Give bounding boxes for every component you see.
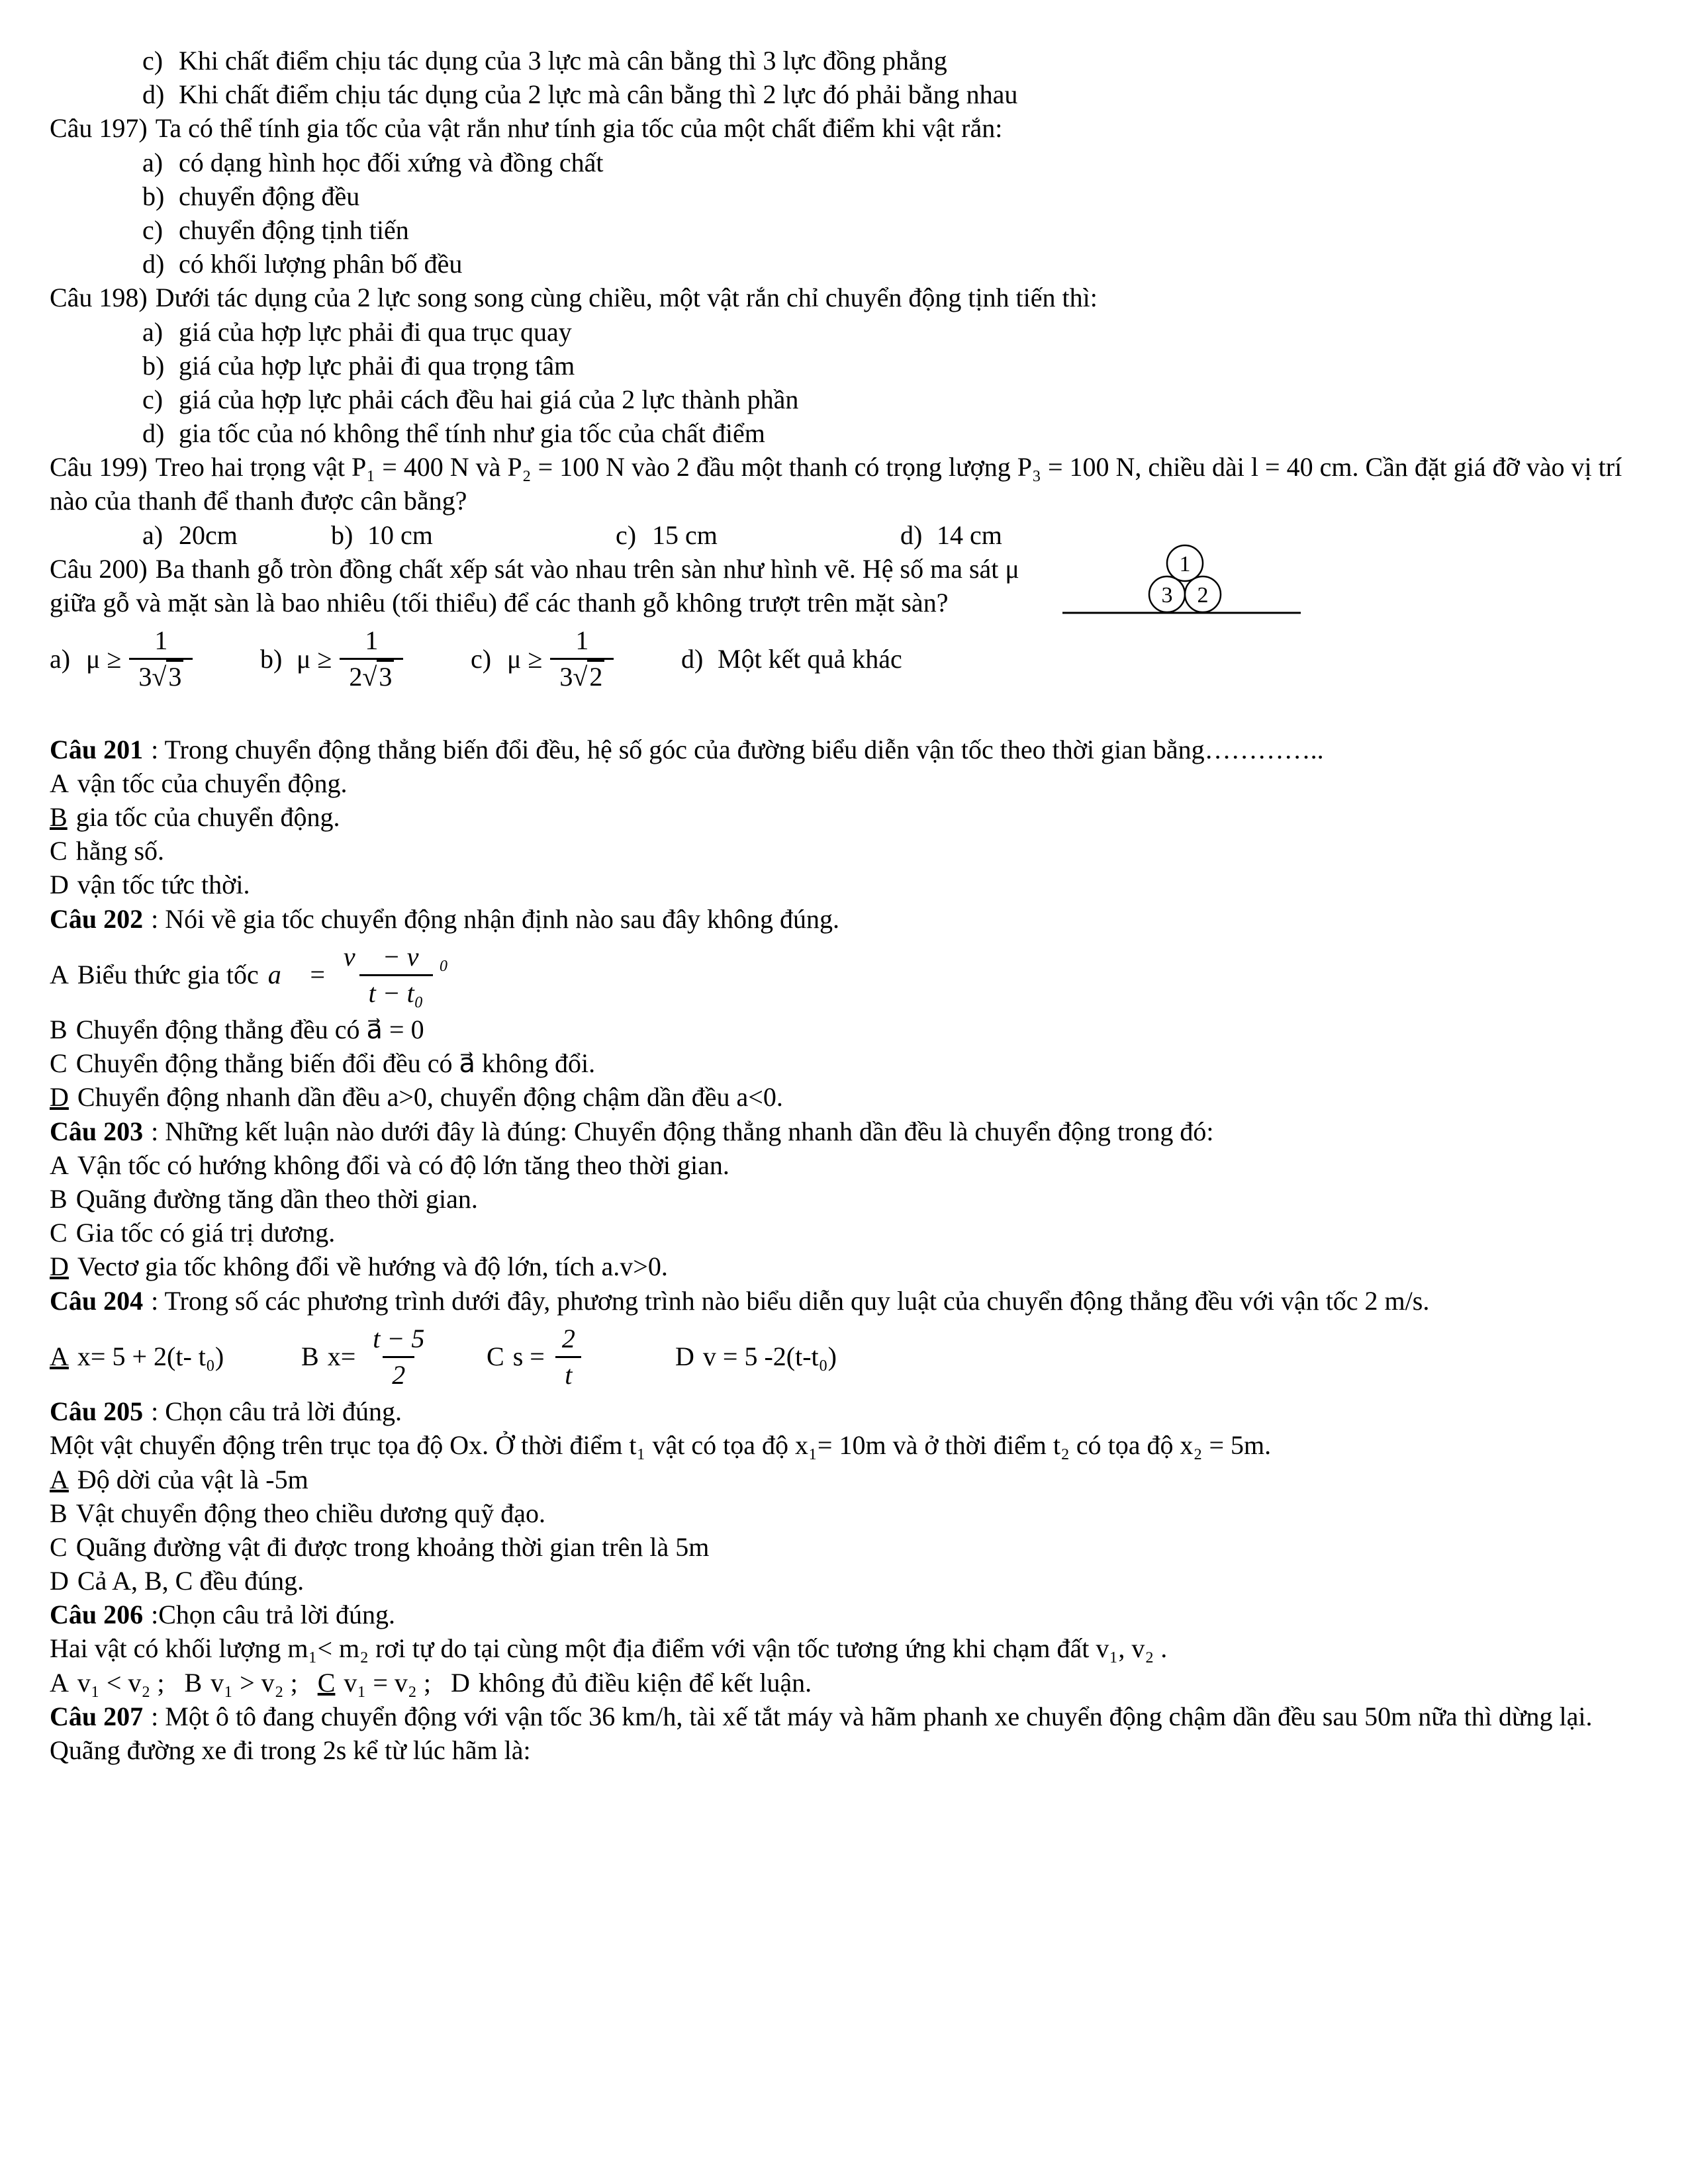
option-text: giá của hợp lực phải đi qua trục quay: [179, 316, 572, 347]
question-204: [50, 1284, 1642, 1318]
option-marker: d): [142, 418, 165, 449]
fraction: [553, 1324, 585, 1389]
option-d: [900, 518, 1002, 552]
fraction: [129, 626, 193, 691]
question-stem: : Trong số các phương trình dưới đây, phương trình nào biểu diễn quy luật của chuyển động thẳng đều với vận tốc 2 m/s.: [151, 1285, 1430, 1316]
option-line: [50, 247, 1642, 281]
option-line: [50, 315, 1642, 349]
question-stem: Ba thanh gỗ tròn đồng chất xếp sát vào nhau trên sàn như hình vẽ. Hệ số ma sát μ giữa gỗ và mặt sàn là bao nhiêu (tối thiểu) để các thanh gỗ không trượt trên mặt sàn?: [50, 553, 1019, 617]
option-marker-answer: B: [50, 801, 68, 832]
option-marker: b): [331, 520, 353, 550]
question-201: [50, 733, 1642, 766]
fraction: [363, 1324, 434, 1389]
sqrt-symbol: √: [573, 662, 588, 692]
question-stem: Treo hai trọng vật P₁ = 400 N và P₂ = 100 N vào 2 đầu một thanh có trọng lượng P₃ = 100 N, chiều dài l = 40 cm. Cần đặt giá đỡ vào vị trí nào của thanh để thanh được cân bằng?: [50, 452, 1622, 516]
option-marker-answer: C: [317, 1667, 336, 1698]
option-text: Vật chuyển động theo chiều dương quỹ đạo.: [75, 1498, 546, 1528]
option-text: không đủ điều kiện để kết luận.: [478, 1667, 812, 1698]
option-marker: a): [142, 520, 164, 550]
option-c: [487, 1324, 675, 1389]
option-d: [675, 1340, 837, 1373]
option-line: [50, 834, 1642, 868]
option-text: v₁ = v₂ ;: [344, 1667, 431, 1698]
option-marker: b): [142, 350, 165, 381]
option-text: 14 cm: [937, 520, 1002, 550]
fraction-numerator: 2: [561, 1323, 575, 1353]
option-line: [50, 383, 1642, 416]
option-d: [681, 642, 902, 676]
option-line: [50, 179, 1642, 213]
option-line: [50, 1013, 1642, 1046]
option-text: chuyển động đều: [179, 181, 360, 211]
sqrt-symbol: √: [362, 662, 377, 692]
question-stem: Dưới tác dụng của 2 lực song song cùng chiều, một vật rắn chỉ chuyển động tịnh tiến thì:: [155, 283, 1098, 313]
option-marker: C: [487, 1342, 504, 1372]
question-stem: : Một ô tô đang chuyển động với vận tốc 36 km/h, tài xế tắt máy và hãm phanh xe chuyển động chậm dần đều sau 50m nữa thì dừng lại. Quãng đường xe đi trong 2s kể từ lúc hãm là:: [50, 1701, 1593, 1765]
option-text: gia tốc của nó không thể tính như gia tốc của chất điểm: [179, 418, 765, 449]
option-marker: B: [184, 1667, 203, 1698]
option-a: [142, 518, 331, 552]
option-text: Cả A, B, C đều đúng.: [77, 1566, 305, 1596]
option-line-formula: [50, 942, 1642, 1007]
option-marker: d): [900, 520, 923, 550]
options-row: [50, 518, 1642, 552]
option-marker: a): [142, 316, 164, 347]
answers-inline-row: [50, 1666, 1642, 1700]
equation-lhs: s =: [512, 1342, 545, 1372]
option-line: [50, 1182, 1642, 1216]
fraction: [550, 626, 614, 691]
option-text: vận tốc tức thời.: [77, 870, 250, 900]
question-stem: Ta có thể tính gia tốc của vật rắn như tính gia tốc của một chất điểm khi vật rắn:: [155, 113, 1003, 144]
option-text: hằng số.: [75, 836, 165, 866]
option-marker: b): [260, 643, 283, 674]
option-line: [50, 44, 1642, 77]
q200-options-row: [50, 626, 1642, 691]
option-line: [50, 1250, 1642, 1283]
log-label-top: 1: [1179, 551, 1191, 576]
option-text: giá của hợp lực phải cách đều hai giá của 2 lực thành phần: [179, 384, 799, 414]
question-label: Câu 205: [50, 1396, 144, 1427]
fraction-denominator: [340, 658, 403, 691]
option-marker: c): [142, 384, 164, 414]
option-line: [50, 146, 1642, 179]
question-199: [50, 450, 1642, 518]
option-line: [50, 1564, 1642, 1598]
fraction-denominator: [550, 658, 614, 691]
log-label-right: 2: [1197, 582, 1209, 608]
option-marker: B: [50, 1498, 68, 1528]
option-line: [50, 1080, 1642, 1114]
option-marker: C: [50, 1218, 68, 1248]
question-label: Câu 197): [50, 113, 148, 144]
option-line: [50, 1530, 1642, 1564]
option-text: Khi chất điểm chịu tác dụng của 3 lực mà cân bằng thì 3 lực đồng phẳng: [179, 46, 947, 75]
question-198: [50, 281, 1642, 314]
option-text: Quãng đường vật đi được trong khoảng thời gian trên là 5m: [75, 1531, 710, 1562]
option-text: có khối lượng phân bố đều: [179, 249, 463, 279]
question-205: [50, 1394, 1642, 1428]
option-text: Gia tốc có giá trị dương.: [75, 1218, 336, 1248]
question-label: Câu 203: [50, 1116, 144, 1146]
question-stem: : Trong chuyển động thẳng biến đổi đều, hệ số góc của đường biểu diễn vận tốc theo thời gian bằng…………..: [151, 734, 1324, 764]
option-marker: c): [142, 46, 164, 75]
option-marker: d): [681, 643, 704, 674]
option-marker: A: [50, 768, 69, 798]
option-marker: b): [142, 181, 165, 211]
fraction-denominator: t: [555, 1356, 581, 1389]
question-203: [50, 1115, 1642, 1148]
fraction-denominator: [129, 658, 193, 691]
coefficient: 3: [559, 662, 573, 692]
option-marker-answer: A: [50, 1464, 69, 1494]
option-text: v = 5 -2(t-t₀): [702, 1342, 837, 1372]
option-line: [50, 766, 1642, 800]
option-line: [50, 868, 1642, 901]
option-line: [50, 1463, 1642, 1496]
option-marker: B: [50, 1015, 68, 1045]
option-line: [50, 1148, 1642, 1182]
option-text: Một kết quả khác: [718, 643, 902, 674]
question-label: Câu 200): [50, 553, 148, 584]
question-label: Câu 199): [50, 452, 148, 482]
option-c: [616, 518, 900, 552]
fraction-numerator: 1: [154, 625, 168, 656]
question-206: [50, 1598, 1642, 1631]
option-line: [50, 416, 1642, 450]
sqrt-symbol: √: [152, 662, 167, 692]
option-line: [50, 213, 1642, 247]
option-text: Độ dời của vật là -5m: [77, 1464, 308, 1494]
option-text: vận tốc của chuyển động.: [77, 768, 348, 798]
option-text: có dạng hình học đối xứng và đồng chất: [179, 147, 604, 177]
question-197: [50, 111, 1642, 145]
question-label: Câu 201: [50, 734, 144, 764]
option-text: giá của hợp lực phải đi qua trọng tâm: [179, 350, 575, 381]
question-label: Câu 204: [50, 1285, 144, 1316]
option-marker: c): [616, 520, 637, 550]
option-text: 10 cm: [367, 520, 433, 550]
option-b: [184, 1668, 297, 1698]
question-body: Một vật chuyển động trên trục tọa độ Ox. Ở thời điểm t₁ vật có tọa độ x₁= 10m và ở thời điểm t₂ có tọa độ x₂ = 5m.: [50, 1430, 1272, 1461]
fraction-denominator: t − t₀: [359, 974, 433, 1007]
question-label: Câu 198): [50, 283, 148, 313]
question-stem: :Chọn câu trả lời đúng.: [151, 1600, 396, 1630]
radicand: 3: [377, 660, 394, 692]
question-label: Câu 207: [50, 1701, 144, 1731]
option-text: Chuyển động thẳng biến đổi đều có a⃗ không đổi.: [75, 1048, 596, 1079]
option-marker: C: [50, 1531, 68, 1562]
option-marker: D: [50, 1566, 69, 1596]
question-207: [50, 1700, 1642, 1767]
option-text: Vận tốc có hướng không đổi và có độ lớn tăng theo thời gian.: [77, 1150, 729, 1180]
fraction-numerator: v⃗ − v⃗₀: [343, 941, 449, 972]
option-marker-answer: D: [50, 1082, 69, 1113]
question-body: Hai vật có khối lượng m₁< m₂ rơi tự do tại cùng một địa điểm với vận tốc tương ứng khi chạm đất v₁, v₂ .: [50, 1633, 1168, 1664]
coefficient: 3: [138, 662, 152, 692]
option-marker: a): [50, 643, 71, 674]
coefficient: 2: [349, 662, 363, 692]
option-text: Vectơ gia tốc không đổi về hướng và độ lớn, tích a.v>0.: [77, 1251, 668, 1282]
option-text: 15 cm: [652, 520, 718, 550]
option-text: Chuyển động nhanh dần đều a>0, chuyển động chậm dần đều a<0.: [77, 1082, 783, 1113]
option-marker: C: [50, 1048, 68, 1079]
option-d: [451, 1668, 812, 1698]
option-b: [301, 1324, 487, 1389]
option-text: Quãng đường tăng dần theo thời gian.: [75, 1184, 478, 1214]
option-marker: D: [50, 870, 69, 900]
question-202: [50, 902, 1642, 936]
option-text: Chuyển động thẳng đều có a⃗ = 0: [75, 1015, 424, 1045]
question-label: Câu 206: [50, 1600, 144, 1630]
option-marker: B: [301, 1342, 319, 1372]
option-line: [50, 1496, 1642, 1530]
mu-geq: μ ≥: [86, 643, 122, 674]
option-lead-text: Biểu thức gia tốc: [77, 960, 259, 990]
question-label: Câu 202: [50, 903, 144, 934]
three-logs-svg: [1062, 539, 1301, 623]
option-marker: A: [50, 1150, 69, 1180]
question-stem: : Nói về gia tốc chuyển động nhận định nào sau đây không đúng.: [151, 903, 839, 934]
option-marker: c): [142, 214, 164, 245]
option-b: [331, 518, 616, 552]
radicand: 3: [166, 660, 183, 692]
option-line: [50, 800, 1642, 834]
option-c: [318, 1668, 431, 1698]
option-marker: c): [471, 643, 492, 674]
option-marker: A: [50, 1667, 69, 1698]
option-b: [260, 626, 471, 691]
option-text: chuyển động tịnh tiến: [179, 214, 409, 245]
option-line: [50, 77, 1642, 111]
option-line: [50, 1216, 1642, 1250]
question-200: [50, 552, 1642, 619]
q204-options-row: [50, 1324, 1642, 1389]
option-line: [50, 349, 1642, 383]
fraction-numerator: t − 5: [373, 1323, 425, 1353]
option-a: [50, 626, 260, 691]
mu-geq: μ ≥: [507, 643, 543, 674]
log-label-left: 3: [1161, 582, 1173, 608]
option-a: [50, 1668, 164, 1698]
option-marker: D: [675, 1342, 694, 1372]
fraction-denominator: 2: [383, 1356, 414, 1389]
option-text: v₁ < v₂ ;: [77, 1667, 165, 1698]
option-marker-answer: A: [50, 1342, 69, 1372]
option-marker: d): [142, 249, 165, 279]
option-c: [471, 626, 681, 691]
option-text: 20cm: [179, 520, 238, 550]
fraction: [334, 942, 458, 1007]
option-marker: D: [450, 1667, 470, 1698]
mu-geq: μ ≥: [297, 643, 332, 674]
question-stem-block: [50, 552, 1062, 619]
three-logs-figure: [1062, 539, 1301, 631]
fraction-numerator: 1: [365, 625, 379, 656]
question-stem: : Chọn câu trả lời đúng.: [151, 1396, 402, 1427]
option-text: x= 5 + 2(t- t₀): [77, 1342, 224, 1372]
radicand: 2: [587, 660, 604, 692]
formula-lhs: a⃗ =: [267, 960, 326, 990]
option-marker: a): [142, 147, 164, 177]
equation-lhs: x=: [327, 1342, 356, 1372]
option-marker: C: [50, 836, 68, 866]
fraction-numerator: 1: [575, 625, 589, 656]
option-marker: A: [50, 960, 69, 990]
option-text: v₁ > v₂ ;: [211, 1667, 298, 1698]
fraction: [340, 626, 403, 691]
question-stem: : Những kết luận nào dưới đây là đúng: Chuyển động thẳng nhanh dần đều là chuyển động trong đó:: [151, 1116, 1214, 1146]
option-marker: d): [142, 79, 165, 110]
option-marker: B: [50, 1184, 68, 1214]
option-line: [50, 1046, 1642, 1080]
option-text: Khi chất điểm chịu tác dụng của 2 lực mà cân bằng thì 2 lực đó phải bằng nhau: [179, 79, 1018, 110]
option-a: [50, 1340, 301, 1373]
option-text: gia tốc của chuyển động.: [75, 801, 340, 832]
option-marker-answer: D: [50, 1251, 69, 1282]
